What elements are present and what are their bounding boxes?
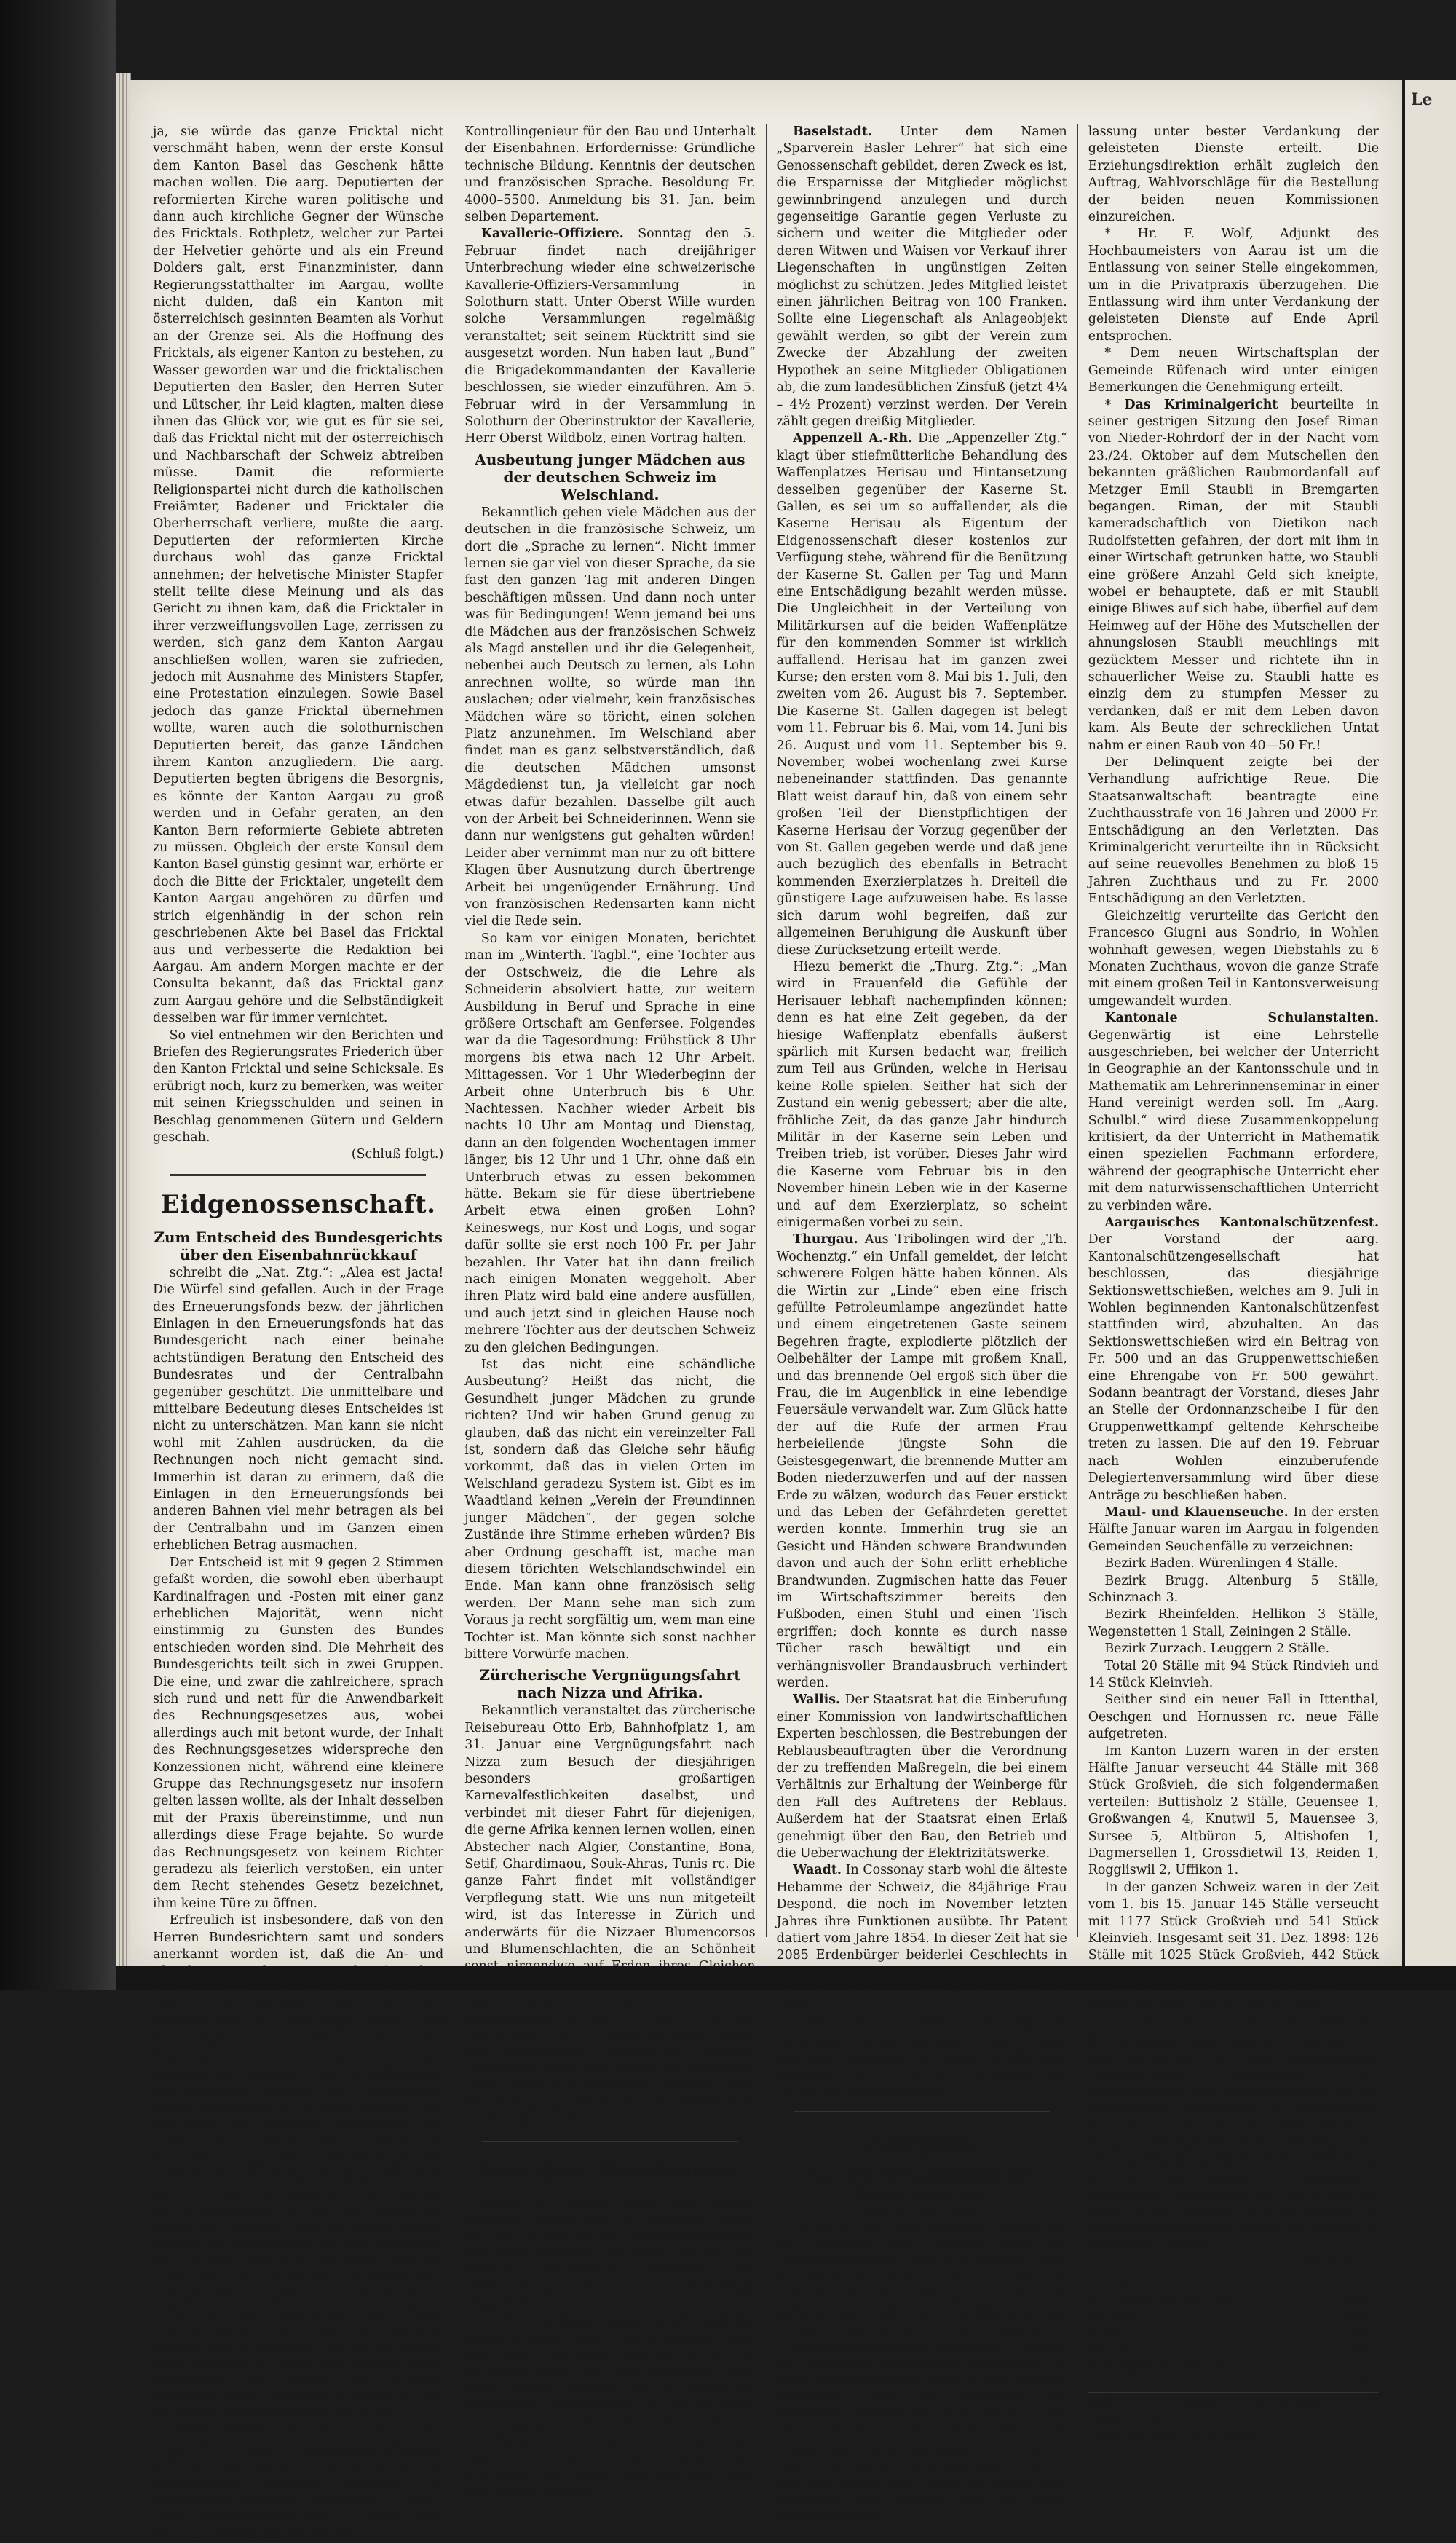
bell-ditto: „	[1278, 2341, 1286, 2357]
bell-name: As, alt	[1088, 2341, 1129, 2357]
lead-baselstadt: Baselstadt.	[793, 125, 872, 139]
column-container	[143, 124, 1389, 2542]
lead-kriminalgericht: * Das Kriminalgericht	[1104, 397, 1278, 412]
section-title-aargau: Aargau.	[866, 2127, 978, 2157]
offene-stellen-text: Kanzlist II. Klasse des eidg. Post- und Eisenbahndepartement. Erfordernisse: Kenntnis der deutschen und französischen Sprache. Fertigkeit im technischen Zeichnen. Besoldung Fr. 2000–3500. Anmeldung bis zum 31. Januar beim Post- und Eisenbahndepartement.	[153, 2424, 444, 2542]
column-1	[143, 124, 454, 2542]
scan-background-left	[0, 0, 116, 1990]
bell-note: (7044 kg mehr als bisher).	[1088, 2429, 1259, 2444]
seuche-line: Bezirk Baden. Würenlingen 4 Ställe.	[1104, 1556, 1338, 1572]
kriminalgericht-text: beurteilte in seiner gestrigen Sitzung den Josef Riman von Nieder-Rohrdorf der in der Nacht vom 23./24. Oktober auf dem Mutschellen den bekannten gräßlichen Raubmordanfall auf Metzger Emil Staubli in Bremgarten begangen. Riman, der mit Staubli kameradschaftlich von Dietikon nach Rudolfstetten gefahren, der dort mit ihm in einer Wirtschaft getrunken hatte, wo Staubli eine größere Anzahl Geld sich kneipte, wobei er behauptete, daß er mit Staubli einige Bliwes auf sich habe, überfiel auf dem Heimweg auf der Höhe des Mutschellen der ahnungslosen Staubli meuchlings mit gezücktem Messer und richtete ihn in schauerlicher Weise zu. Staubli hatte es einzig dem zu stumpfen Messer zu verdanken, daß er mit dem Leben davon kam. Als Beute der schrecklichen Untat nahm er einen Raub von 40—50 Fr.!	[1088, 397, 1380, 753]
regierungsrat-date: vom 23. Jan. 1899.	[861, 2203, 982, 2218]
thurgau-text: Aus Tribolingen wird der „Th. Wochenztg.“ ein Unfall gemeldet, der leicht schwerere Folgen hätte haben können. Als die Wirtin zur „Linde“ eben eine frisch gefüllte Petroleumlampe angezündet hatte und einem eingetretenen Gaste seinem Begehren fragte, explodierte plötzlich der Oelbehälter der Lampe mit großem Knall, und das brennende Oel ergoß sich über die Frau, die im Augenblick in eine lebendige Feuersäule verwandelt war. Zum Glück hatte der auf die Rufe der armen Frau herbeieilende jüngste Sohn die Geistesgegenwart, die brennende Mutter am Boden niederzuwerfen und auf der nassen Erde zu wälzen, wodurch das Feuer erstickt und das Leben der Gefährdeten gerettet werden konnte. Immerhin trug sie an Gesicht und Händen schwere Brandwunden davon und auch der Sohn erlitt erhebliche Brandwunden. Zugmischen hatte das Feuer im Wirtschaftszimmer bereits den Fußboden, einen Stuhl und einen Tisch ergriffen; doch konnte es durch nasse Tücher rasch bewältigt und ein verhängnisvoller Brandausbruch verhindert werden.	[776, 1232, 1067, 1690]
lead-offene-stellen: Offene Stellen.	[169, 2424, 280, 2440]
waadt-text: In Cossonay starb wohl die älteste Hebamme der Schweiz, die 84jährige Frau Despond, die noch im November letzten Jahres ihre Funktionen ausübte. Ihr Patent datiert vom Jahre 1854. In dieser Zeit hat sie 2085 Erdenbürger beiderlei Geschlechts in zählt.	[776, 1863, 1067, 2014]
kavallerie-text: Sonntag den 5. Februar findet nach dreijähriger Unterbrechung wieder eine schweizerische Kavallerie-Offiziers-Versammlung in Solothurn statt. Unter Oberst Wille wurden solche Versammlungen regelmäßig veranstaltet; seit seinem Rücktritt sind sie ausgesetzt worden. Nun haben laut „Bund“ die Brigadekommandanten der Kavallerie beschlossen, sie wieder einzuführen. Am 5. Februar wird in der Versammlung in Solothurn der Oberinstruktor der Kavallerie, Herr Oberst Wildbolz, einen Vortrag halten.	[464, 226, 756, 446]
article-fricktal-para-2: So viel entnehmen wir den Berichten und Briefen des Regierungsrates Friederich über den Kanton Fricktal und seine Schicksale. Es erübrigt noch, kurz zu bemerken, was weiter mit seinen Kriegsschulden und seinen in Beschlag genommenen Gütern und Geldern geschah.	[153, 1028, 444, 1145]
column-2	[454, 124, 765, 2499]
bell-header: Gewicht ca.	[1303, 2256, 1379, 2271]
kriminalgericht-text-2: Der Delinquent zeigte bei der Verhandlung aufrichtige Reue. Die Staatsanwaltschaft beantragte eine Zuchthausstrafe von 16 Jahren und 2000 Fr. Entschädigung an den Verletzten. Das Kriminalgericht verurteilte ihn in Rücksicht auf seine reuevolles Benehmen zu bloß 15 Jahren Zuchthaus und zu Fr. 2000 Entschädigung an den Verletzten.	[1088, 755, 1379, 907]
table-row	[1088, 2256, 1379, 2273]
column-3	[766, 124, 1077, 2525]
aarau-text-2: Die reformierte und die christkatholische Kirchenpflege teilen unterm 16 Januar l. J. mit, sie hätten die Frage angemessener Umgestaltung, Verstärkung und Verschönerung des Glockengeläutes in der gemeinsame Stadtkirche in gemeinsamer Beratung gezogen und wünschen, daß diese Frage baldmöglichst einer befriedigenden Lösung entgegengeführt werde. Gestützt auf die von der hiesigen Glockengießerei eingeholten Vorschlägen sei die Erstellung eines As-dur-Geläutes, wie es kürzlich in Schaffhausen geliefert wurde, am ehesten zu empfehlen. Geplant:	[1088, 2016, 1379, 2253]
bell-ditto: „	[1278, 2290, 1286, 2306]
bell-ditto: „	[1278, 2308, 1286, 2322]
lead-kavallerie: Kavallerie-Offiziere.	[480, 226, 624, 242]
bell-total-label: mithin 6 Glocken mit einem Gewicht von	[1088, 2394, 1321, 2426]
lead-bern: Bern.	[480, 2194, 521, 2209]
schuetzenfest-text: Der Vorstand der aarg. Kantonalschützengesellschaft hat beschlossen, das diesjährige Sektionswettschießen, welches am 9. Juli in Wohlen beginnenden Kantonalschützenfest stattfinden wird, abzuhalten. An das Sektionswettschießen wird ein Beitrag von Fr. 500 und an das Gruppenwettschießen eine Ehrengabe von Fr. 500 gewährt. Sodann beantragt der Vorstand, dieses Jahr an Stelle der Ordonnanzscheibe I für den Gruppenwettkampf geltende Kehrscheibe treten zu lassen. Die auf den 19. Februar nach Wohlen einzuberufende Delegiertenversammlung wird über diese Anträge zu beschließen haben.	[1088, 1232, 1379, 1503]
bell-ditto	[1244, 2358, 1320, 2375]
bell-weight: 1500 „	[1336, 2308, 1379, 2322]
seuche-line: Total 20 Ställe mit 94 Stück Rindvieh und 14 Stück Kleinvieh.	[1088, 1658, 1379, 1690]
appenzell-text: Die „Appenzeller Ztg.“ klagt über stiefmütterliche Behandlung des Waffenplatzes Herisau und Hintansetzung desselben gegenüber der Kaserne St. Gallen, es sei um so auffallender, als die Kaserne Herisau als Eigentum der Eidgenossenschaft dieser kostenlos zur Verfügung stehe, während für die Benützung der Kaserne St. Gallen per Tag und Mann eine Entschädigung bezahlt werden müsse. Die Ungleichheit in der Verteilung von Militärkursen auf die beiden Waffenplätze für den kommenden Sommer ist wirklich auffallend. Herisau hat im ganzen zwei Kurse; den ersten vom 8. Mai bis 1. Juli, den zweiten vom 26. August bis 7. September. Die Kaserne St. Gallen dagegen ist belegt vom 11. Februar bis 6. Mai, vom 14. Juni bis 26. August und vom 11. September bis 9. November, wobei wochenlang zwei Kurse nebeneinander stattfinden. Das genannte Blatt weist darauf hin, daß von einem sehr großen Teil der Dienstpflichtigen der Kaserne Herisau der Vorzug gegenüber der von St. Gallen gegeben werde und daß jene auch bezüglich des ebenfalls in Betracht kommenden Exerzierplatzes h. Dreiteil die günstigere Lage aufzuweisen habe. Es lasse sich darum wohl begreifen, daß zur allgemeinen Beruhigung die Auskunft über diese Zurücksetzung erteilt werde.	[776, 431, 1067, 958]
bell-weight: 1345 „	[1336, 2325, 1379, 2340]
notice-ruefenach: * Dem neuen Wirtschaftsplan der Gemeinde Rüfenach wird unter einigen Bemerkungen die Genehmigung erteilt.	[1088, 346, 1379, 395]
bell-name: C (Umguß aus alt Des	[1088, 2359, 1230, 2374]
bell-ditto: „	[1278, 2325, 1286, 2340]
section-title-eidgenossenschaft: Eidgenossenschaft.	[160, 1189, 436, 1219]
regierungsrat-text: Im Sinne der Zusicherungen, welche bei der Beratung des Gesetzes über die Lehrerbesoldungen gemacht worden sind, beschließt der Regierungsrat, es seien in Zukunft für die Prüfung der römisch-katholischen und der christkatholischen Priesteramtskandidaten zwei besondere Prüfungskommissionen aufzustellen, anstatt der bisherigen einheitlichen Kommission. Es kann dies gegenwärtig ohne Schwierigkeiten geschehen, weil die Mitglieder der bisherigen einheitlichen Kommission — die Herren Strafhausdirektor Hürbin, Fürsprech Straub und Gerichtspräsident Schibler — von ihren Stellen zurückgetreten sind, so daß der Staate freie Hand zu lassen. Den genannten drei Herren wird die ihnen gewünschte Ent-	[776, 2220, 1067, 2525]
table-row	[1088, 2290, 1379, 2307]
lead-seuche: Maul- und Klauenseuche.	[1104, 1505, 1289, 1520]
seuche-text: In der ersten Hälfte Januar waren im Aargau in folgenden Gemeinden Seuchenfälle zu verzeichnen:	[1088, 1505, 1379, 1554]
closing-note: (Schluß folgt.)	[351, 1147, 444, 1162]
table-row	[1088, 2376, 1379, 2393]
article-ausbeutung-para-1: Bekanntlich gehen viele Mädchen aus der deutschen in die französische Schweiz, um dort die „Sprache zu lernen“. Nicht immer lernen sie gar viel von dieser Sprache, da sie fast den ganzen Tag mit anderen Dingen beschäftigen müssen. Und dann noch unter was für Bedingungen! Wenn jemand bei uns die Mädchen aus der französischen Schweiz als Magd anstellen und ihr die Gelegenheit, nebenbei auch Deutsch zu lernen, als Lohn anrechnen wollte, so würde man ihn auslachen; oder vielmehr, kein französisches Mädchen wäre so töricht, einen solchen Platz anzunehmen. Im Welschland aber findet man es ganz selbstverständlich, daß die deutschen Mädchen umsonst Mägdedienst tun, ja vielleicht gar noch etwas dafür bezahlen. Dasselbe gilt auch von der Arbeit bei Schneiderinnen. Wenn sie dann nur wenigstens gut gehalten würden! Leider aber vernimmt man nur zu oft bittere Klagen über Ausnutzung durch übertrenge Arbeit bei ungenügender Ernährung. Und von französischen Redensarten kann nicht viel die Rede sein.	[464, 505, 756, 929]
lead-schulanstalten: Kantonale Schulanstalten.	[1104, 1011, 1379, 1026]
lead-appenzell: Appenzell A.-Rh.	[793, 431, 913, 446]
lead-waadt: Waadt.	[793, 1863, 842, 1878]
section-divider	[170, 1174, 426, 1176]
headline-nizza: Zürcherische Vergnügungsfahrt nach Nizza und Afrika.	[479, 1666, 741, 1702]
article-bundesgericht-para-4: Es ist weit gekommen mit dieser Anschuldigung, so weit sogar, daß ernsthafte Männer der Wissenschaft ihrem Befremden über dieselbe in Wort und Schrift ihrem Befremden der Bürger der Schweiz Ausdruck gaben. Hoffentlich nimmt es nun mit diesen Verdächtigungen ein Ende.	[153, 2305, 444, 2422]
offene-stellen-cont: Kontrollingenieur für den Bau und Unterhalt der Eisenbahnen. Erfordernisse: Gründliche technische Bildung. Kenntnis der deutschen und französischen Sprache. Besoldung Fr. 4000–5500. Anmeldung bis 31. Jan. beim selben Departement.	[464, 125, 756, 225]
bell-weight: 2400 „	[1336, 2290, 1379, 2306]
article-ausbeutung-para-3: Ist das nicht eine schändliche Ausbeutung? Heißt das nicht, die Gesundheit junger Mädchen zu grunde richten? Und wir haben Grund genug zu glauben, daß das nicht ein vereinzelter Fall ist, sondern daß das Gleiche sehr häufig vorkommt, daß das in vielen Orten im Welschland geradezu System ist. Gibt es im Waadtland keinen „Verein der Freundinnen junger Mädchen“, der gegen solche Zustände ihre Stimme erheben würden? Bis aber Ordnung geschafft ist, mache man diesem törichten Welschlandschwindel ein Ende. Man kann ohne französisch selig werden. Der Mann sehe man sich zum Voraus ja recht sorgfältig um, wem man eine Tochter ist. Man könnte sich sonst nachher bittere Vorwürfe machen.	[464, 1357, 756, 1662]
table-row	[1088, 2341, 1379, 2358]
article-nizza-para-1: Bekanntlich veranstaltet das zürcherische Reisebureau Otto Erb, Bahnhofplatz 1, am 31. Januar eine Vergnügungsfahrt nach Nizza zum Besuch der diesjährigen besonders großartigen Karnevalfestlichkeiten daselbst, und verbindet mit dieser Fahrt für diejenigen, die gerne Afrika kennen lernen wollen, einen Abstecher nach Algier, Constantine, Bona, Setif, Ghardimaou, Souk-Ahras, Tunis rc. Die ganze Fahrt findet mit vollständiger Verpflegung statt. Wie uns nun mitgeteilt wird, ist das Interesse in Zürich und anderwärts für die Nizzaer Blumencorsos und Blumenschlachten, die an Schönheit Tagen gesichert war und weitere Anmeldungen nur noch bis den 25. ds. bei Herrn Otto Erb in Zürich einlaufen. Wenn des bezüglichen illustrierten Prospekt Jedermann gratis und franko zur Verfügung stellt. Außerdem Reiseleiter begleitet auch der Photograph des Bureau die Gesellschaft auf der ganzen Tour.	[464, 1703, 756, 2128]
bell-name: C (Umguß aus alt Des)	[1088, 2290, 1235, 2306]
newspaper-page	[130, 80, 1402, 2542]
article-ausbeutung-para-2: So kam vor einigen Monaten, berichtet man im „Winterth. Tagbl.“, eine Tochter aus der Ostschweiz, die die Lehre als Schneiderin absolviert hatte, zur weitern Ausbildung in Beruf und Sprache in eine größere Ortschaft am Genfersee. Folgendes war da die Tagesordnung: Frühstück 8 Uhr morgens bis etwa nach 12 Uhr Arbeit. Mittagessen. Vor 1 Uhr Wiederbeginn der Arbeit ohne Unterbruch bis 6 Uhr. Nachtessen. Nachher wieder Arbeit bis nachts 10 Uhr am Montag und Dienstag, dann an den folgenden Wochentagen immer länger, bis 12 Uhr und 1 Uhr, ohne daß ein Unterbruch etwas zu essen bekommen hätte. Bekam sie für diese übertriebene Arbeit etwa einen großen Lohn? Keineswegs, nur Kost und Logis, und sogar dafür sollte sie erst noch 100 Fr. per Jahr bezahlen. Ihr Vater hat ihn dann freilich nach einigen Monaten weggeholt. Aber ihren Platz wird bald eine andere ausfüllen, und auch jetzt sind in gleichen Hause noch mehrere Töchter aus der deutschen Schweiz zu den gleichen Bedingungen.	[464, 931, 756, 1355]
appenzell-text-2: Hiezu bemerkt die „Thurg. Ztg.“: „Man wird in Frauenfeld die Gefühle der Herisauer lebhaft nachempfinden können; denn es hat eine Zeit gegeben, da der hiesige Waffenplatz ebenfalls äußerst spärlich mit Kursen bedacht war, freilich zum Teil aus Gründen, welche in Herisau keine Rolle spielen. Seither hat sich der Zustand ein wenig gebessert; aber die alte, fröhliche Zeit, da das ganze Jahr hindurch Militär in der Kaserne sein Leben und Treiben trieb, ist vorüber. Dieses Jahr wird die Kaserne vom Februar bis in den November hinein Leben wie in der Kaserne und auf dem Exerzierplatz, so scheint einigermaßen vorbei zu sein.	[776, 959, 1067, 1230]
regierungsrat-cont: lassung unter bester Verdankung der geleisteten Dienste erteilt. Die Erziehungsdirektion erhält zugleich den Auftrag, Wahlvorschläge für die Bestellung der beiden neuen Kommissionen einzureichen.	[1088, 125, 1379, 225]
wallis-text: Der Staatsrat hat die Einberufung einer Kommission von landwirtschaftlichen Experten beschlossen, die Bestrebungen der Reblausbeauftragten über die Verordnung der zu treffenden Maßregeln, die bei einem Verhältnis zur Erhaltung der Weinberge für den Fall des Auftretens der Reblaus. Außerdem hat der Staatsrat einen Erlaß genehmigt über den Bau, den Betrieb und die Ueberwachung der Elektrizitätswerke.	[776, 1692, 1067, 1861]
headline-bundesgericht: Zum Entscheid des Bundesgerichts über den Eisenbahnrückkauf	[154, 1228, 443, 1263]
section-divider	[482, 2140, 737, 2142]
aarau-text: Gemeinderates vom 20. Januar 1899.	[1088, 1999, 1328, 2014]
seuche-line: In der ganzen Schweiz waren in der Zeit vom 1. bis 15. Januar 145 Ställe verseucht mit 1177 Stück Großvieh und 541 Stück Kleinvieh. Insgesamt seit 31. Dez. 1898: 126 Ställe mit 1025 Stück Großvieh, 442 Stück	[1088, 1880, 1379, 1963]
bell-ditto: „	[1278, 2376, 1286, 2391]
seuche-line: Seither sind ein neuer Fall in Ittenthal, Oeschgen und Hornussen rc. neue Fälle aufgetreten.	[1088, 1692, 1379, 1742]
notice-wolf: * Hr. F. Wolf, Adjunkt des Hochbaumeisters von Aarau ist um die Entlassung von seiner Stelle eingekommen, um in die Privatpraxis überzugehen. Die Entlassung wird ihm unter Verdankung der geleisteten Dienste auf Ende April entsprochen.	[1088, 226, 1379, 344]
schulanstalten-text: Gegenwärtig ist eine Lehrstelle ausgeschrieben, bei welcher der Unterricht in Geographie an der Kantonsschule und in Mathematik am Lehrerinnenseminar in einer Hand vereinigt werden soll. Im „Aarg. Schulbl.“ wird diese Zusammenkoppelung kritisiert, da der Unterricht in Mathematik einen speziellen Fachmann erfordere, während der geographische Unterricht eher mit dem naturwissenschaftlichen Unterricht zu verbinden wäre.	[1088, 1028, 1379, 1213]
article-fricktal-para-1: ja, sie würde das ganze Fricktal nicht verschmäht haben, wenn der erste Konsul dem Kanton Basel das Geschenk hätte machen wollen. Die aarg. Deputierten der reformierten Kirche waren politische und dann auch kirchliche Gegner der Wünsche des Fricktals. Rothpletz, welcher zur Partei der Helvetier gehörte und als ein Freund Dolders galt, erst Finanzminister, dann Regierungsstatthalter im Aargau, wollte nicht dulden, daß ein Kanton mit österreichisch gesinnten Beamten als Vorhut an der Grenze sei. Als die Hoffnung des Fricktals, als eigener Kanton zu bestehen, zu Wasser geworden war und die fricktalischen Deputierten den Basler, den Herren Suter und Lütscher, ihr Leid klagten, malten diese ihnen das Glück vor, wie gut es für sie sei, daß das Fricktal nicht mit der österreichisch und Nachbarschaft der Schweiz abtreiben müsse. Damit die reformierte Religionspartei nicht durch die katholischen Freiämter, Badener und Fricktaler die Oberherrschaft verliere, mußte die aarg. Deputierten der reformierten Kirche durchaus wohl das ganze Fricktal annehmen; der helvetische Minister Stapfer stellt teilte diese Meinung und als das Gericht zu ihnen kam, daß die Fricktaler in ihrer verzweiflungsvollen Lage, zerrissen zu werden, sich ganz dem Kanton Aargau anschließen wollen, waren sie zufrieden, jedoch mit Ausnahme des Ministers Stapfer, eine Protestation einzulegen. Sowie Basel jedoch das ganze Fricktal übernehmen wollte, waren auch die solothurnischen Deputierten bereit, das ganze Ländchen ihrem Kanton anzugliedern. Die aarg. Deputierten begten übrigens die Besorgnis, es könnte der Kanton Aargau zu groß werden und in Gefahr geraten, an den Kanton Bern reformierte Gebiete abtreten zu müssen. Obgleich der erste Konsul dem Kanton Basel günstig gesinnt war, erhörte er doch die Bitte der Fricktaler, ungeteilt dem Kanton Aargau angehören zu dürfen und strich eigenhändig in der schon rein geschriebenen Akte bei Basel das Fricktal aus und verbesserte die Redaktion bei Aargau. Am andern Morgen machte er der Consulta bekannt, daß das Fricktal ganz zum Aargau gehöre und die Selbständigkeit desselben war für immer vernichtet.	[153, 125, 444, 1026]
table-row	[1088, 2358, 1379, 2375]
bell-weight: 786 „	[1344, 2341, 1379, 2357]
article-bundesgericht-para-2: Der Entscheid ist mit 9 gegen 2 Stimmen gefaßt worden, die sowohl eben überhaupt Kardinalfragen und -Posten mit einer ganz erheblichen Majorität, wenn nicht einstimmig zu Gunsten des Bundes entschieden worden sind. Die Mehrheit des Bundesgerichts teilt sich in zwei Gruppen. Die eine, und zwar die zahlreichere, sprach sich rund und nett für die Anwendbarkeit des Rechnungsgesetzes aus, wobei allerdings auch mit betont wurde, der Inhalt des Rechnungsgesetzes widerspreche den Konzessionen nicht, während eine kleinere Gruppe das Rechnungsgesetz nur insofern gelten lassen wollte, als der Inhalt desselben mit der Praxis übereinstimme, und nun allerdings diese Frage bejahte. So wurde das Rechnungsgesetz von keinem Richter geradezu als feierlich verstoßen, ein unter dem Recht stehendes Gesetz bezeichnet, ihm keine Türe zu öffnen.	[153, 1555, 444, 1911]
seuche-line: Bezirk Brugg. Altenburg 5 Ställe, Schinznach 3.	[1088, 1573, 1379, 1605]
bell-ditto	[1244, 2273, 1320, 2290]
article-bundesgericht-para-1: schreibt die „Nat. Ztg.“: „Alea est jacta! Die Würfel sind gefallen. Auch in der Frage des Erneuerungsfonds bezw. der jährlichen Einlagen in den Erneuerungsfonds hat das Bundesgericht nach einer beinahe achtstündigen Beratung den Entscheid des Bundesrates und der Centralbahn gegenüber geschützt. Die unmittelbare und mittelbare Bedeutung dieses Entscheides ist nicht zu unterschätzen. Man kann sie nicht wohl mit Zahlen ausdrücken, da die Rechnungen noch nicht gemacht sind. Immerhin ist daran zu erinnern, daß die Einlagen in den Erneuerungsfonds bei anderen Bahnen viel mehr betragen als bei der Centralbahn und im Ganzen einen erheblichen Betrag ausmachen.	[153, 1265, 444, 1553]
page-edge-stack	[116, 73, 131, 1974]
scan-background-bottom	[116, 1966, 1456, 1990]
seuche-line: Im Kanton Luzern waren in der ersten Hälfte Januar verseucht 44 Ställe mit 368 Stück Großvieh, die sich folgendermaßen verteilen: Buttisholz 2 Ställe, Geuensee 1, Großwangen 4, Knutwil 5, Mauensee 3, Sursee 5, Altbüron 5, Altishofen 1, Dagmersellen 1, Grossdietwil 13, Reiden 1, Roggliswil 2, Uffikon 1.	[1088, 1743, 1379, 1878]
section-title-kantone: Aus den Kantonen.	[475, 2155, 745, 2185]
genf-text: Das Genfer Schwurgericht verurteilte einen Aargauer Sp. wegen Notzucht, begangen an einem 10½jährigen Mädchen, zu 14 Jahren Zuchthaus und 10,000 Fr. Entschädigung.	[776, 2016, 1067, 2100]
bell-weight: 5200 kg	[1326, 2274, 1379, 2289]
bell-total: 11,581 kg	[1334, 2394, 1379, 2426]
thun-text: — Thun. Schlimm erging es während des letzten Sturmes einer Frau in nächster Nähe von Thun. Sie hatte, wie da „V. B.“ zu berichten weiß, am Oberlichtfenster eine dicke Schnur befestigt und an dieser ein Wäschestück aufgehangen. Als nun die wilde Tanz losging, war das Wäschestück mitten in der Stube, der Küchenschrank mit samt dem Geschirr mitten in der Küche. Den Schrecken der guten Hausfrau kann man sich lebhaft denken.	[464, 2314, 756, 2499]
bell-name: Es, neu	[1088, 2308, 1136, 2322]
lead-schuetzenfest: Aargauisches Kantonalschützenfest.	[1104, 1215, 1379, 1230]
table-row	[1088, 2324, 1379, 2341]
table-row	[1088, 2273, 1379, 2290]
next-page-edge	[1405, 80, 1456, 1966]
article-bundesgericht-para-3: Erfreulich ist insbesondere, daß von den Herren Bundesrichtern samt und sonders anerkannt worden ist, daß die An- und Gesetz zu schaffen, das mit den Konzessionen im Einklange stehe, und keineswegs ein solches, das den Eisenbahnen in ihren wohlerworbenen Rechten zu verletzen. Der fortwährenden Anschuldigung seitens der auswärtigen Presse gegenüber ist es sehr wertvoll, daß von seite des obersten Gerichtshofs des Landes nach genauer Prüfung erklärt hat, das Rechnungsgesetz beeinträchtige die wohlerworbenen Rechte der Eisenbahnen in keiner Weise. Die wohlerworbenen Rechte der Eisenbahnen, so wie sie auswärtige Presse sie verstand, sind im Grunde nichts anderes als Mißbräuche, die sich angesichts der frühern Ohnmacht und Untätigkeit der eidgenössischen Behörden eingeschlichen und gelassen und geduldet worden haben.	[153, 1913, 444, 2303]
column-4	[1077, 124, 1389, 2444]
bell-name: As, neu	[1088, 2274, 1136, 2289]
table-row	[1088, 2307, 1379, 2324]
table-row	[1088, 2393, 1379, 2427]
section-divider	[794, 2111, 1050, 2113]
baselstadt-text: Unter dem Namen „Sparverein Basler Lehrer“ hat sich eine Genossenschaft gebildet, deren Zweck es ist, die Ersparnisse der Mitglieder möglichst gewinnbringend anzulegen und durch gegenseitige Garantie gegen Verluste zu sichern und weiter die Mitglieder oder deren Witwen und Waisen vor Verkauf ihrer Liegenschaften in ungünstigen Zeiten möglichst zu schützen. Jedes Mitglied leistet einen jährlichen Beitrag von 100 Franken. Sollte eine Liegenschaft als Anlageobjekt gewählt werden, so gibt der Verein zum Zwecke der Abzahlung der zweiten Hypothek an seine Mitglieder Obligationen ab, die zum landesüblichen Zinsfuß (jetzt 4¼ – 4½ Prozent) verzinst werden. Der Verein zählt gegen dreißig Mitglieder.	[776, 125, 1067, 429]
lead-wallis: Wallis.	[793, 1692, 841, 1708]
headline-regierungsrat: Aus den Verhandlungen des Regierungsrates	[807, 2166, 1036, 2201]
bell-weight	[1320, 2358, 1379, 2375]
seuche-line: Bezirk Zurzach. Leuggern 2 Ställe.	[1104, 1641, 1330, 1657]
lead-thurgau: Thurgau.	[793, 1232, 858, 1247]
bell-name: F, alt	[1088, 2325, 1120, 2340]
bell-name: event. alt f)	[1088, 2376, 1163, 2391]
kriminalgericht-text-3: Gleichzeitig verurteilte das Gericht den Francesco Giugni aus Sondrio, in Wohlen wohnhaft gewesen, wegen Diebstahls zu 6 Monaten Zuchthaus, wovon die ganze Strafe mit einem großen Teil in Kantonsverweisung umgewandelt wurden.	[1088, 908, 1379, 1009]
seuche-line: Bezirk Rheinfelden. Hellikon 3 Ställe, Wegenstetten 1 Stall, Zeiningen 2 Ställe.	[1088, 1607, 1379, 1639]
headline-ausbeutung: Ausbeutung junger Mädchen aus der deutschen Schweiz im Welschland.	[475, 450, 745, 503]
lead-genf: Genf.	[793, 2016, 831, 2032]
next-page-fragment: Le	[1411, 90, 1433, 109]
bell-weight: 350 „	[1344, 2376, 1379, 2391]
bell-weight-table	[1088, 2256, 1379, 2427]
bern-text: Im Prozesse gegen den „Berner Volksztg.“ fordert Prof. Dr. Onken auf Grund der Art. 50 und 55 des Obligationenrechtes eine Entschädigung von 5000 Franken. Hr. Großrat Dürrenmatt, Redaktor der „Volkszeitung“, hat eine Widerklage eingereicht.	[464, 2194, 756, 2311]
